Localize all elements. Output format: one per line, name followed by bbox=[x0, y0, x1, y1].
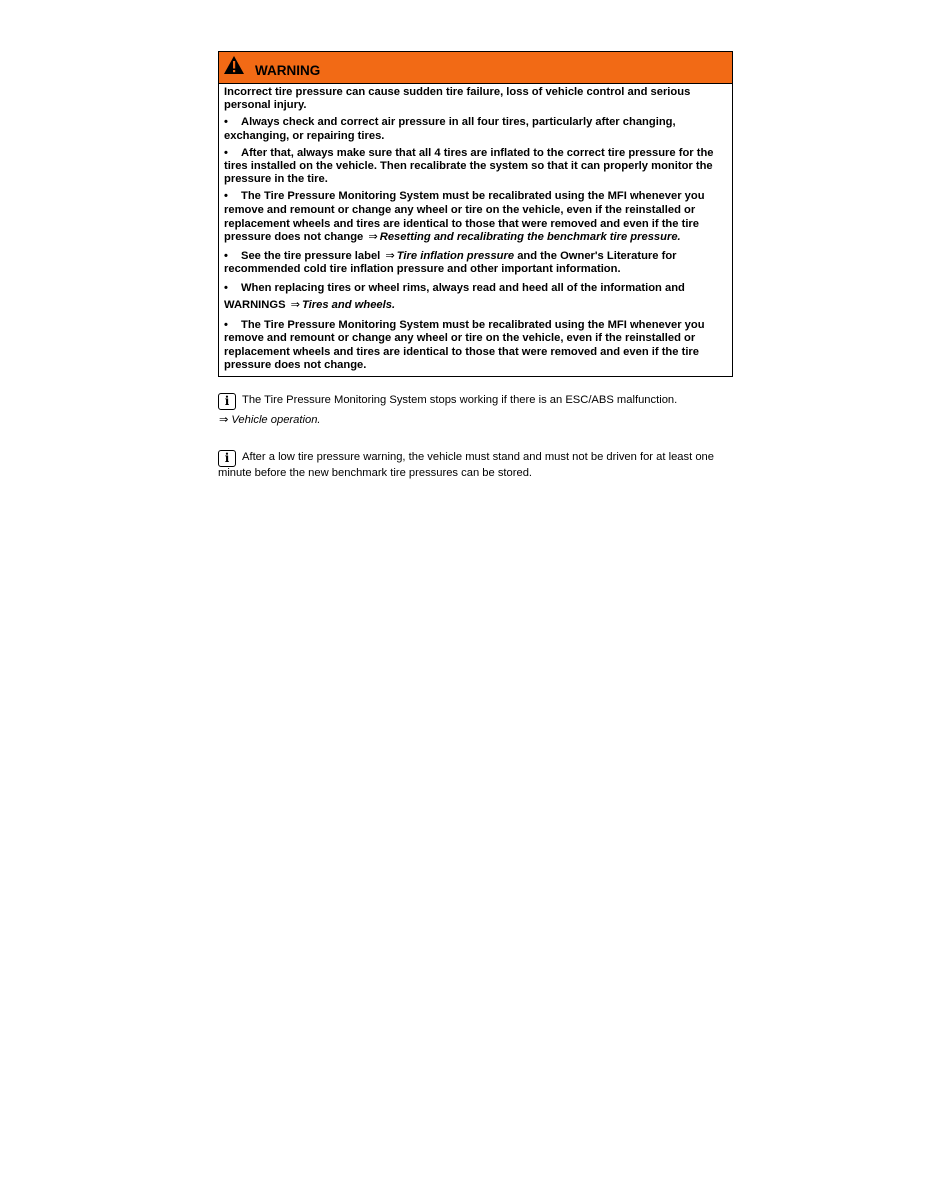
note-esc-abs bbox=[218, 393, 733, 428]
bullet-text: and the Owner's Literature for recommended cold tire inflation pressure and other important information. bbox=[224, 249, 677, 275]
warning-box bbox=[218, 51, 733, 377]
bullet-icon: • bbox=[224, 116, 228, 129]
info-icon: i bbox=[218, 450, 236, 467]
cross-reference-arrow-icon: ⇒ bbox=[385, 249, 395, 262]
cross-reference-arrow-icon: ⇒ bbox=[219, 414, 229, 426]
bullet-icon: • bbox=[224, 249, 228, 262]
warning-body bbox=[219, 84, 732, 376]
warning-bullet-6 bbox=[224, 319, 727, 372]
bullet-text: When replacing tires or wheel rims, always read and heed all of the information and WARNINGS bbox=[224, 282, 685, 312]
note-reference bbox=[218, 414, 733, 428]
bullet-text: The Tire Pressure Monitoring System must be recalibrated using the MFI whenever you remove and remount or change any wheel or tire on the vehicle, even if the reinstalled or replacement wheels and tires are identical to those that were removed and even if the tire pressure does not change. bbox=[224, 319, 705, 371]
warning-bullet-1 bbox=[224, 116, 727, 142]
bullet-text: After that, always make sure that all 4 tires are inflated to the correct tire pressure for the tires installed on the vehicle. Then recalibrate the system so that it can properly monitor the pressure in the tire. bbox=[224, 146, 714, 186]
warning-bullet-4 bbox=[224, 250, 727, 276]
bullet-icon: • bbox=[224, 146, 228, 159]
bullet-text: Always check and correct air pressure in all four tires, particularly after changing, exchanging, or repairing tires. bbox=[224, 116, 676, 142]
note-benchmark bbox=[218, 450, 733, 481]
cross-reference-arrow-icon: ⇒ bbox=[290, 299, 301, 312]
bullet-text: See the tire pressure label bbox=[241, 249, 381, 262]
warning-bullet-3 bbox=[224, 190, 727, 244]
bullet-icon: • bbox=[224, 190, 228, 203]
warning-header bbox=[219, 52, 732, 84]
warning-bullet-2 bbox=[224, 147, 727, 187]
cross-reference-link[interactable]: Resetting and recalibrating the benchmark tire pressure. bbox=[379, 231, 681, 244]
bullet-icon: • bbox=[224, 319, 228, 332]
info-icon: i bbox=[218, 393, 236, 410]
bullet-text: The Tire Pressure Monitoring System must be recalibrated using the MFI whenever you remove and remount or change any wheel or tire on the vehicle, even if the reinstalled or replacement wheels and tires are identical to those that were removed and even if the tire pressure does not change bbox=[224, 190, 705, 244]
warning-triangle-icon bbox=[223, 55, 245, 75]
cross-reference-link[interactable]: Tires and wheels. bbox=[302, 299, 396, 312]
warning-intro: Incorrect tire pressure can cause sudden tire failure, loss of vehicle control and serious personal injury. bbox=[224, 86, 691, 112]
bullet-icon: • bbox=[224, 282, 228, 295]
note-text: The Tire Pressure Monitoring System stops working if there is an ESC/ABS malfunction. bbox=[242, 394, 678, 406]
cross-reference-link[interactable]: Vehicle operation. bbox=[231, 414, 321, 426]
cross-reference-link[interactable]: Tire inflation pressure bbox=[396, 249, 515, 262]
warning-bullet-5 bbox=[224, 280, 727, 314]
warning-title: WARNING bbox=[255, 63, 321, 78]
cross-reference-arrow-icon: ⇒ bbox=[368, 231, 378, 244]
note-text: After a low tire pressure warning, the vehicle must stand and must not be driven for at least one minute before the new benchmark tire pressures can be stored. bbox=[218, 451, 714, 479]
